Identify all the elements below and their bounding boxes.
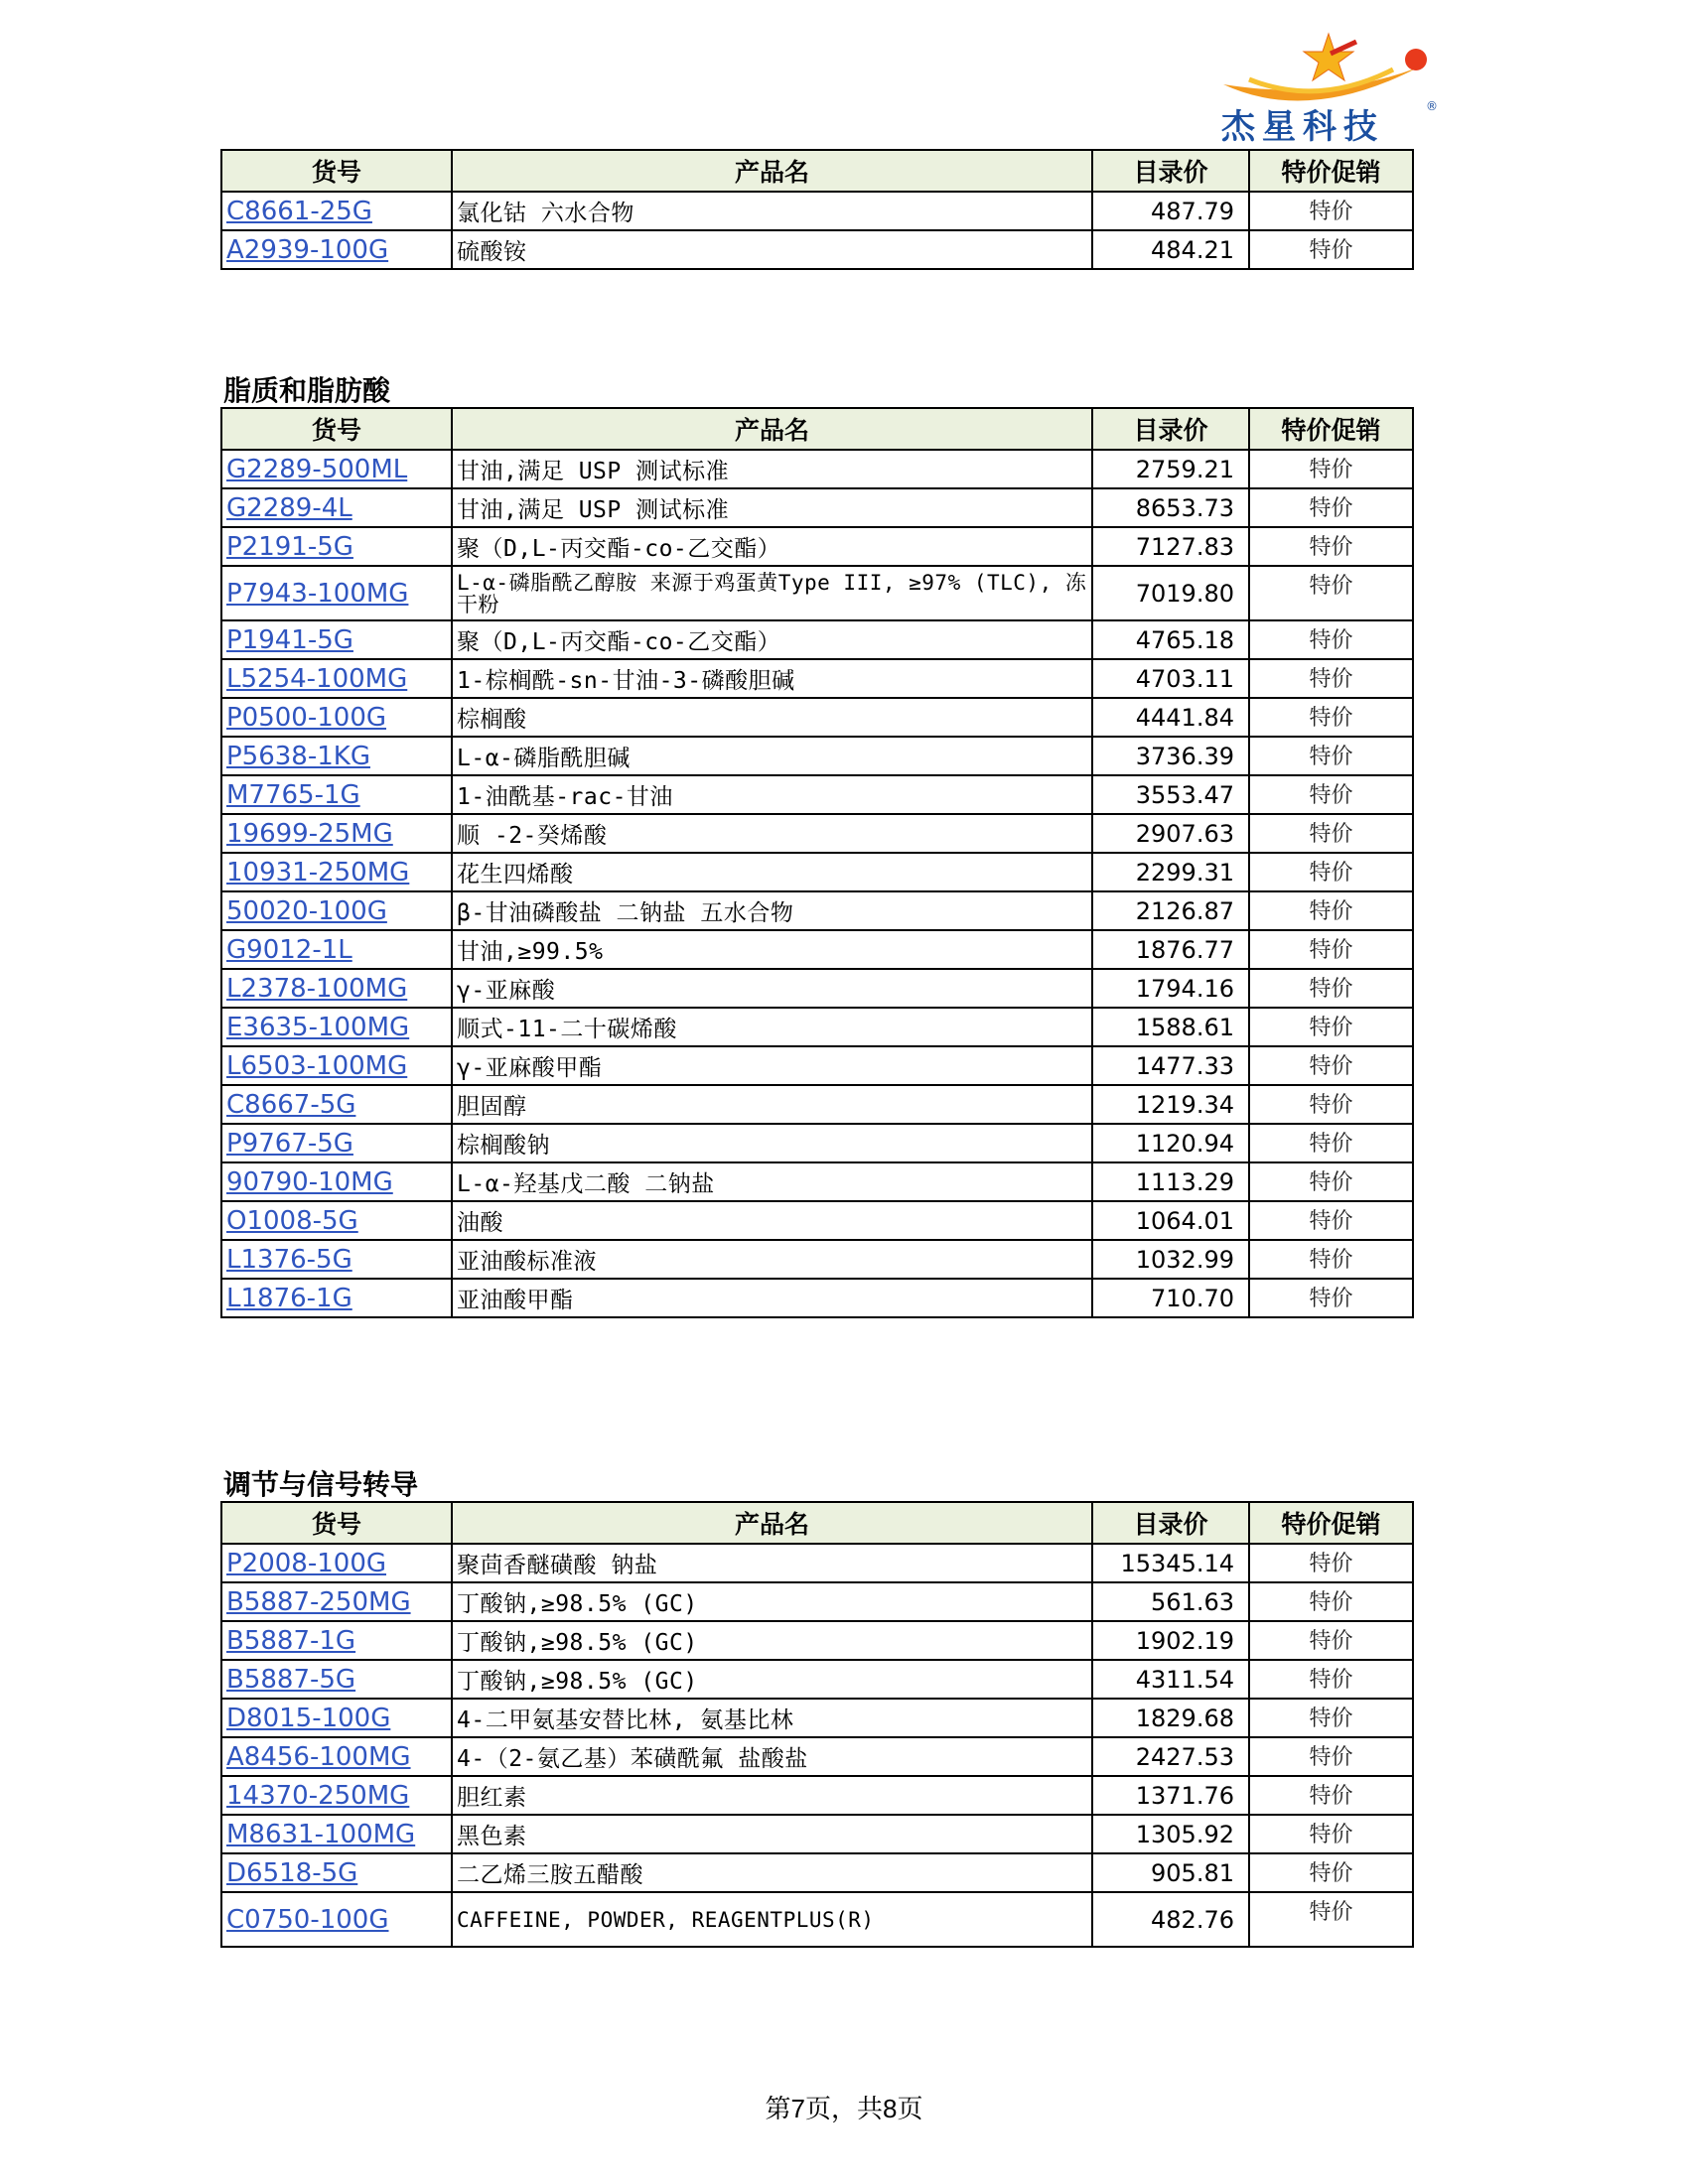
sku-cell — [221, 1544, 452, 1582]
price-cell: 487.79 — [1092, 192, 1249, 230]
table-row — [221, 1815, 1413, 1853]
sku-cell — [221, 1699, 452, 1737]
sku-link[interactable]: A8456-100MG — [226, 1741, 411, 1772]
column-header-name: 产品名 — [452, 150, 1092, 192]
sku-cell — [221, 620, 452, 659]
sku-link[interactable]: L1876-1G — [226, 1283, 352, 1313]
column-header-promo: 特价促销 — [1249, 408, 1413, 450]
section-title-signaling: 调节与信号转导 — [223, 1468, 419, 1501]
table-row — [221, 814, 1413, 853]
sku-link[interactable]: P0500-100G — [226, 702, 387, 733]
column-header-price: 目录价 — [1092, 150, 1249, 192]
product-name-cell: γ-亚麻酸甲酯 — [452, 1046, 1092, 1085]
product-name-cell: 胆红素 — [452, 1776, 1092, 1815]
sku-link[interactable]: C8661-25G — [226, 196, 372, 226]
sku-cell — [221, 930, 452, 969]
price-cell: 1588.61 — [1092, 1008, 1249, 1046]
table-row — [221, 1124, 1413, 1162]
product-name-cell: 丁酸钠,≥98.5% (GC) — [452, 1621, 1092, 1660]
product-name-cell: 甘油,满足 USP 测试标准 — [452, 488, 1092, 527]
table-row — [221, 1008, 1413, 1046]
product-name-cell: 甘油,≥99.5% — [452, 930, 1092, 969]
price-cell: 8653.73 — [1092, 488, 1249, 527]
price-cell: 1902.19 — [1092, 1621, 1249, 1660]
column-header-price: 目录价 — [1092, 1502, 1249, 1544]
promo-cell: 特价 — [1249, 814, 1413, 853]
sku-link[interactable]: B5887-250MG — [226, 1586, 411, 1617]
price-cell: 3736.39 — [1092, 737, 1249, 775]
promo-cell: 特价 — [1249, 1124, 1413, 1162]
table-row — [221, 930, 1413, 969]
price-cell: 3553.47 — [1092, 775, 1249, 814]
price-cell: 2427.53 — [1092, 1737, 1249, 1776]
table-row — [221, 1892, 1413, 1947]
sku-cell — [221, 1240, 452, 1279]
price-cell: 1113.29 — [1092, 1162, 1249, 1201]
sku-link[interactable]: P5638-1KG — [226, 741, 370, 771]
price-cell: 4765.18 — [1092, 620, 1249, 659]
promo-cell: 特价 — [1249, 450, 1413, 488]
promo-cell: 特价 — [1249, 1085, 1413, 1124]
sku-cell — [221, 1124, 452, 1162]
promo-cell: 特价 — [1249, 488, 1413, 527]
product-name-cell: 棕榈酸钠 — [452, 1124, 1092, 1162]
promo-cell: 特价 — [1249, 1699, 1413, 1737]
sku-link[interactable]: P9767-5G — [226, 1128, 353, 1159]
column-header-sku: 货号 — [221, 1502, 452, 1544]
sku-link[interactable]: P2008-100G — [226, 1548, 387, 1578]
product-name-cell: 黑色素 — [452, 1815, 1092, 1853]
sku-link[interactable]: O1008-5G — [226, 1205, 358, 1236]
price-cell: 1371.76 — [1092, 1776, 1249, 1815]
sku-link[interactable]: B5887-1G — [226, 1625, 356, 1656]
price-cell: 1794.16 — [1092, 969, 1249, 1008]
product-name-cell: 1-油酰基-rac-甘油 — [452, 775, 1092, 814]
product-table-signaling — [220, 1501, 1414, 1948]
price-cell: 561.63 — [1092, 1582, 1249, 1621]
sku-link[interactable]: 19699-25MG — [226, 818, 393, 849]
table-row — [221, 1737, 1413, 1776]
promo-cell: 特价 — [1249, 1737, 1413, 1776]
promo-cell: 特价 — [1249, 1279, 1413, 1317]
column-header-price: 目录价 — [1092, 408, 1249, 450]
table-row — [221, 1240, 1413, 1279]
table-row — [221, 620, 1413, 659]
promo-cell: 特价 — [1249, 1853, 1413, 1892]
promo-cell: 特价 — [1249, 1660, 1413, 1699]
promo-cell: 特价 — [1249, 230, 1413, 269]
promo-cell: 特价 — [1249, 659, 1413, 698]
promo-cell: 特价 — [1249, 698, 1413, 737]
sku-cell — [221, 1815, 452, 1853]
product-name-cell: 丁酸钠,≥98.5% (GC) — [452, 1582, 1092, 1621]
star-swoosh-icon — [1219, 30, 1438, 109]
sku-cell — [221, 1660, 452, 1699]
price-cell: 2759.21 — [1092, 450, 1249, 488]
sku-cell — [221, 230, 452, 269]
sku-cell — [221, 488, 452, 527]
sku-cell — [221, 1046, 452, 1085]
product-name-cell: 顺式-11-二十碳烯酸 — [452, 1008, 1092, 1046]
table-row — [221, 527, 1413, 566]
sku-cell — [221, 1085, 452, 1124]
table-row — [221, 192, 1413, 230]
price-cell: 1305.92 — [1092, 1815, 1249, 1853]
price-cell: 1219.34 — [1092, 1085, 1249, 1124]
sku-cell — [221, 1737, 452, 1776]
sku-link[interactable]: M8631-100MG — [226, 1819, 416, 1849]
sku-link[interactable]: G2289-4L — [226, 492, 352, 523]
table-row — [221, 1085, 1413, 1124]
product-name-cell: β-甘油磷酸盐 二钠盐 五水合物 — [452, 891, 1092, 930]
sku-link[interactable]: A2939-100G — [226, 234, 389, 265]
product-name-cell: 聚（D,L-丙交酯-co-乙交酯） — [452, 620, 1092, 659]
table-row — [221, 1544, 1413, 1582]
price-cell: 710.70 — [1092, 1279, 1249, 1317]
sku-cell — [221, 192, 452, 230]
product-name-cell: L-α-磷脂酰乙醇胺 来源于鸡蛋黄Type III, ≥97% (TLC), 冻干粉 — [452, 566, 1092, 620]
sku-cell — [221, 1008, 452, 1046]
sku-cell — [221, 737, 452, 775]
sku-link[interactable]: B5887-5G — [226, 1664, 356, 1695]
price-cell: 484.21 — [1092, 230, 1249, 269]
product-name-cell: 油酸 — [452, 1201, 1092, 1240]
sku-cell — [221, 1621, 452, 1660]
table-row — [221, 1279, 1413, 1317]
sku-link[interactable]: L5254-100MG — [226, 663, 408, 694]
sku-cell — [221, 566, 452, 620]
column-header-name: 产品名 — [452, 1502, 1092, 1544]
sku-link[interactable]: P7943-100MG — [226, 578, 409, 609]
product-table-lipids — [220, 407, 1414, 1318]
product-name-cell: 亚油酸甲酯 — [452, 1279, 1092, 1317]
registered-mark: ® — [1426, 99, 1438, 113]
promo-cell: 特价 — [1249, 1776, 1413, 1815]
sku-link[interactable]: G9012-1L — [226, 934, 352, 965]
table-row — [221, 450, 1413, 488]
sku-link[interactable]: G2289-500ML — [226, 454, 408, 484]
sku-cell — [221, 698, 452, 737]
price-cell: 482.76 — [1092, 1892, 1249, 1947]
promo-cell: 特价 — [1249, 566, 1413, 620]
table-row — [221, 853, 1413, 891]
product-name-cell: 甘油,满足 USP 测试标准 — [452, 450, 1092, 488]
sku-cell — [221, 1279, 452, 1317]
table-row — [221, 737, 1413, 775]
price-cell: 1032.99 — [1092, 1240, 1249, 1279]
table-row — [221, 1853, 1413, 1892]
sku-link[interactable]: D8015-100G — [226, 1703, 391, 1733]
table-row — [221, 1776, 1413, 1815]
table-row — [221, 1699, 1413, 1737]
sku-cell — [221, 814, 452, 853]
column-header-sku: 货号 — [221, 408, 452, 450]
company-logo — [1219, 30, 1438, 147]
sku-cell — [221, 527, 452, 566]
table-row — [221, 969, 1413, 1008]
column-header-name: 产品名 — [452, 408, 1092, 450]
sku-cell — [221, 1162, 452, 1201]
sku-link[interactable]: 14370-250MG — [226, 1780, 410, 1811]
product-name-cell: L-α-磷脂酰胆碱 — [452, 737, 1092, 775]
promo-cell: 特价 — [1249, 1892, 1413, 1947]
product-name-cell: 二乙烯三胺五醋酸 — [452, 1853, 1092, 1892]
sku-cell — [221, 1776, 452, 1815]
section-title-lipids: 脂质和脂肪酸 — [223, 374, 391, 407]
promo-cell: 特价 — [1249, 1815, 1413, 1853]
sku-cell — [221, 853, 452, 891]
promo-cell: 特价 — [1249, 620, 1413, 659]
promo-cell: 特价 — [1249, 853, 1413, 891]
promo-cell: 特价 — [1249, 930, 1413, 969]
price-cell: 1477.33 — [1092, 1046, 1249, 1085]
promo-cell: 特价 — [1249, 527, 1413, 566]
price-cell: 4441.84 — [1092, 698, 1249, 737]
table-row — [221, 230, 1413, 269]
product-name-cell: 棕榈酸 — [452, 698, 1092, 737]
sku-link[interactable]: C8667-5G — [226, 1089, 356, 1120]
table-row — [221, 1582, 1413, 1621]
price-cell: 4703.11 — [1092, 659, 1249, 698]
product-name-cell: γ-亚麻酸 — [452, 969, 1092, 1008]
price-cell: 2299.31 — [1092, 853, 1249, 891]
table-row — [221, 1621, 1413, 1660]
promo-cell: 特价 — [1249, 969, 1413, 1008]
table-row — [221, 659, 1413, 698]
column-header-sku: 货号 — [221, 150, 452, 192]
promo-cell: 特价 — [1249, 891, 1413, 930]
sku-link[interactable]: L2378-100MG — [226, 973, 408, 1004]
sku-link[interactable]: D6518-5G — [226, 1857, 358, 1888]
price-cell: 1120.94 — [1092, 1124, 1249, 1162]
product-name-cell: 顺 -2-癸烯酸 — [452, 814, 1092, 853]
sku-link[interactable]: 10931-250MG — [226, 857, 410, 887]
promo-cell: 特价 — [1249, 192, 1413, 230]
sku-link[interactable]: 50020-100G — [226, 895, 387, 926]
product-name-cell: CAFFEINE, POWDER, REAGENTPLUS(R) — [452, 1892, 1092, 1947]
promo-cell: 特价 — [1249, 775, 1413, 814]
sku-link[interactable]: C0750-100G — [226, 1904, 389, 1935]
price-cell: 7127.83 — [1092, 527, 1249, 566]
sku-link[interactable]: E3635-100MG — [226, 1012, 410, 1042]
price-cell: 7019.80 — [1092, 566, 1249, 620]
price-cell: 2907.63 — [1092, 814, 1249, 853]
promo-cell: 特价 — [1249, 1201, 1413, 1240]
sku-cell — [221, 1892, 452, 1947]
table-row — [221, 698, 1413, 737]
product-name-cell: L-α-羟基戊二酸 二钠盐 — [452, 1162, 1092, 1201]
product-name-cell: 胆固醇 — [452, 1085, 1092, 1124]
company-name: 杰星科技 — [1221, 107, 1384, 147]
price-cell: 1876.77 — [1092, 930, 1249, 969]
sku-cell — [221, 1582, 452, 1621]
promo-cell: 特价 — [1249, 1582, 1413, 1621]
price-cell: 1829.68 — [1092, 1699, 1249, 1737]
product-name-cell: 花生四烯酸 — [452, 853, 1092, 891]
product-name-cell: 聚（D,L-丙交酯-co-乙交酯） — [452, 527, 1092, 566]
product-name-cell: 氯化钴 六水合物 — [452, 192, 1092, 230]
price-cell: 905.81 — [1092, 1853, 1249, 1892]
sku-link[interactable]: L6503-100MG — [226, 1050, 408, 1081]
column-header-promo: 特价促销 — [1249, 1502, 1413, 1544]
product-name-cell: 4-二甲氨基安替比林, 氨基比林 — [452, 1699, 1092, 1737]
price-cell: 4311.54 — [1092, 1660, 1249, 1699]
product-name-cell: 聚茴香醚磺酸 钠盐 — [452, 1544, 1092, 1582]
product-name-cell: 丁酸钠,≥98.5% (GC) — [452, 1660, 1092, 1699]
sku-cell — [221, 891, 452, 930]
promo-cell: 特价 — [1249, 1240, 1413, 1279]
table-row — [221, 1162, 1413, 1201]
table-row — [221, 566, 1413, 620]
sku-link[interactable]: L1376-5G — [226, 1244, 352, 1275]
page-number: 第7页，共8页 — [765, 2094, 923, 2123]
table-row — [221, 1201, 1413, 1240]
product-name-cell: 1-棕榈酰-sn-甘油-3-磷酸胆碱 — [452, 659, 1092, 698]
price-cell: 2126.87 — [1092, 891, 1249, 930]
table-row — [221, 1660, 1413, 1699]
sku-link[interactable]: P1941-5G — [226, 624, 353, 655]
table-row — [221, 488, 1413, 527]
promo-cell: 特价 — [1249, 1046, 1413, 1085]
column-header-promo: 特价促销 — [1249, 150, 1413, 192]
sku-cell — [221, 775, 452, 814]
promo-cell: 特价 — [1249, 1621, 1413, 1660]
product-name-cell: 硫酸铵 — [452, 230, 1092, 269]
sku-cell — [221, 969, 452, 1008]
promo-cell: 特价 — [1249, 1008, 1413, 1046]
table-row — [221, 1046, 1413, 1085]
price-cell: 15345.14 — [1092, 1544, 1249, 1582]
promo-cell: 特价 — [1249, 1544, 1413, 1582]
table-row — [221, 891, 1413, 930]
promo-cell: 特价 — [1249, 737, 1413, 775]
price-cell: 1064.01 — [1092, 1201, 1249, 1240]
table-row — [221, 775, 1413, 814]
product-name-cell: 4-（2-氨乙基）苯磺酰氟 盐酸盐 — [452, 1737, 1092, 1776]
sku-cell — [221, 659, 452, 698]
sku-cell — [221, 1853, 452, 1892]
product-table-top — [220, 149, 1414, 270]
sku-cell — [221, 1201, 452, 1240]
sku-link[interactable]: M7765-1G — [226, 779, 360, 810]
product-name-cell: 亚油酸标准液 — [452, 1240, 1092, 1279]
sku-link[interactable]: P2191-5G — [226, 531, 353, 562]
sku-link[interactable]: 90790-10MG — [226, 1166, 393, 1197]
sku-cell — [221, 450, 452, 488]
promo-cell: 特价 — [1249, 1162, 1413, 1201]
